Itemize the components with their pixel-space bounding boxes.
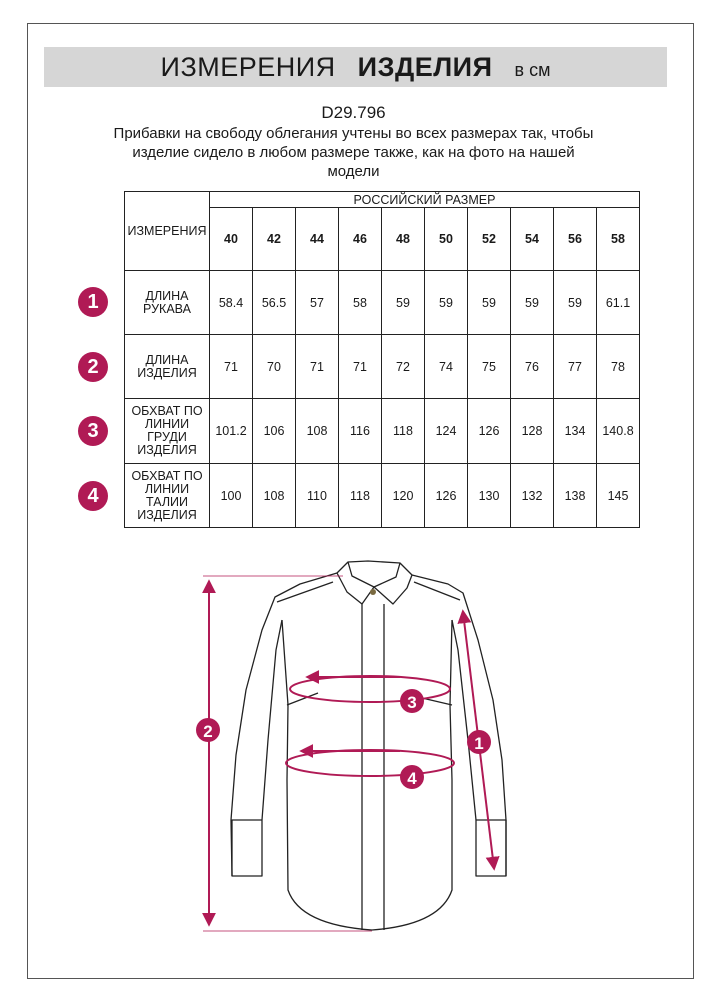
table-cell: 138 xyxy=(554,464,597,528)
row-number-badge: 4 xyxy=(78,481,108,511)
table-cell: 116 xyxy=(339,399,382,464)
table-cell: 130 xyxy=(468,464,511,528)
shirt-outline xyxy=(231,561,506,930)
table-cell: 132 xyxy=(511,464,554,528)
size-header: 40 xyxy=(210,208,253,271)
article-code: D29.796 xyxy=(321,103,386,122)
marker-2-label: 2 xyxy=(203,722,213,741)
table-cell: 140.8 xyxy=(597,399,640,464)
table-cell: 61.1 xyxy=(597,271,640,335)
row-label: ДЛИНА ИЗДЕЛИЯ xyxy=(125,335,210,399)
table-cell: 134 xyxy=(554,399,597,464)
row-number-badge: 1 xyxy=(78,287,108,317)
table-cell: 58 xyxy=(339,271,382,335)
size-header: 44 xyxy=(296,208,339,271)
marker-2 xyxy=(196,718,220,742)
size-header: 54 xyxy=(511,208,554,271)
size-header: 42 xyxy=(253,208,296,271)
row-label: ОБХВАТ ПО ЛИНИИ ТАЛИИ ИЗДЕЛИЯ xyxy=(125,464,210,528)
table-cell: 71 xyxy=(339,335,382,399)
chest-ellipse xyxy=(290,676,450,702)
waist-ellipse xyxy=(286,750,454,776)
table-cell: 120 xyxy=(382,464,425,528)
table-cell: 118 xyxy=(339,464,382,528)
table-cell: 78 xyxy=(597,335,640,399)
size-header: 52 xyxy=(468,208,511,271)
table-cell: 74 xyxy=(425,335,468,399)
title-part2: ИЗДЕЛИЯ xyxy=(357,51,493,82)
size-header: 50 xyxy=(425,208,468,271)
table-cell: 124 xyxy=(425,399,468,464)
table-cell: 71 xyxy=(296,335,339,399)
table-cell: 72 xyxy=(382,335,425,399)
size-header: 46 xyxy=(339,208,382,271)
table-cell: 56.5 xyxy=(253,271,296,335)
table-cell: 101.2 xyxy=(210,399,253,464)
table-cell: 77 xyxy=(554,335,597,399)
table-cell: 59 xyxy=(554,271,597,335)
table-cell: 58.4 xyxy=(210,271,253,335)
marker-3 xyxy=(400,689,424,713)
table-cell: 110 xyxy=(296,464,339,528)
title-unit: в см xyxy=(514,59,551,80)
marker-4 xyxy=(400,765,424,789)
table-cell: 126 xyxy=(425,464,468,528)
size-system-header: РОССИЙСКИЙ РАЗМЕР xyxy=(210,192,640,208)
table-cell: 100 xyxy=(210,464,253,528)
marker-1 xyxy=(467,730,491,754)
table-cell: 106 xyxy=(253,399,296,464)
table-cell: 128 xyxy=(511,399,554,464)
marker-4-label: 4 xyxy=(407,769,417,788)
row-label: ДЛИНА РУКАВА xyxy=(125,271,210,335)
size-header: 58 xyxy=(597,208,640,271)
marker-3-label: 3 xyxy=(407,693,417,712)
size-header: 56 xyxy=(554,208,597,271)
row-number-badge: 2 xyxy=(78,352,108,382)
table-cell: 57 xyxy=(296,271,339,335)
row-number-badge: 3 xyxy=(78,416,108,446)
table-cell: 108 xyxy=(296,399,339,464)
marker-1-label: 1 xyxy=(474,734,484,753)
table-cell: 118 xyxy=(382,399,425,464)
table-cell: 59 xyxy=(511,271,554,335)
table-cell: 70 xyxy=(253,335,296,399)
table-cell: 59 xyxy=(382,271,425,335)
table-cell: 59 xyxy=(425,271,468,335)
measure-header: ИЗМЕРЕНИЯ xyxy=(125,192,210,271)
table-cell: 75 xyxy=(468,335,511,399)
collar-button xyxy=(370,589,376,595)
fit-note: Прибавки на свободу облегания учтены во всех размерах так, чтобы изделие сидело в любом размере также, как на фото на нашей модели xyxy=(113,125,594,180)
table-cell: 145 xyxy=(597,464,640,528)
table-cell: 71 xyxy=(210,335,253,399)
size-header: 48 xyxy=(382,208,425,271)
row-label: ОБХВАТ ПО ЛИНИИ ГРУДИ ИЗДЕЛИЯ xyxy=(125,399,210,464)
table-cell: 126 xyxy=(468,399,511,464)
title-part1: ИЗМЕРЕНИЯ xyxy=(160,51,336,82)
table-cell: 59 xyxy=(468,271,511,335)
table-cell: 76 xyxy=(511,335,554,399)
table-cell: 108 xyxy=(253,464,296,528)
